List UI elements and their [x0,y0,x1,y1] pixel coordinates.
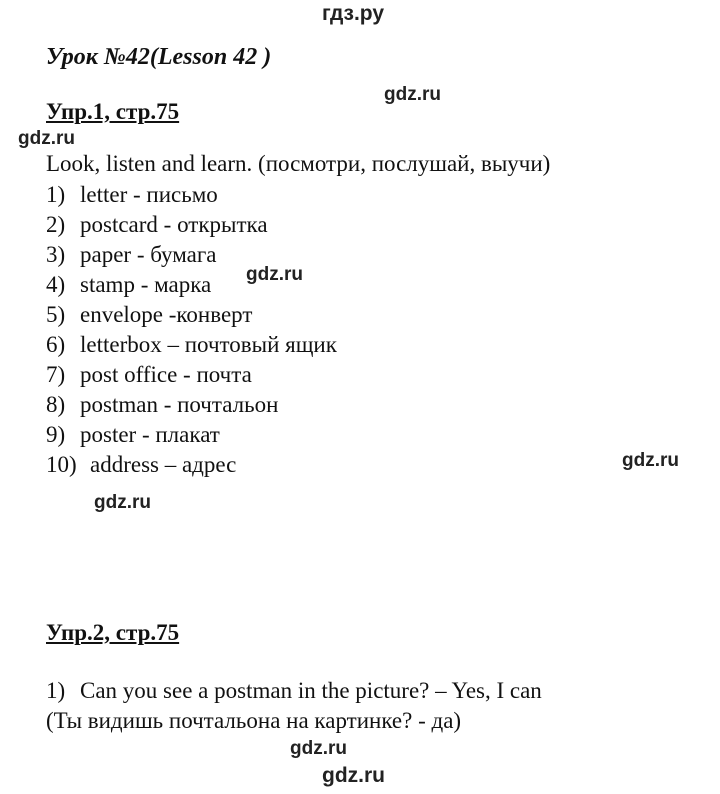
item-number: 6) [46,332,66,357]
item-number: 4) [46,272,66,297]
watermark-5: gdz.ru [94,492,151,513]
item-text: paper - бумага [80,242,217,267]
item-text: envelope -конверт [80,302,253,327]
item-number: 1) [46,182,66,207]
vocabulary-list [46,180,337,480]
watermark-1: gdz.ru [384,84,441,105]
list-item [46,420,337,450]
item-text: poster - плакат [80,422,220,447]
item-number: 9) [46,422,66,447]
question-list [46,676,542,736]
watermark-7: gdz.ru [322,764,385,787]
watermark-top: гдз.ру [322,2,385,25]
question-text: Can you see a postman in the picture? – Yes, I can [80,678,542,703]
item-number: 3) [46,242,66,267]
item-number: 7) [46,362,66,387]
watermark-2: gdz.ru [18,128,75,149]
item-text: postman - почтальон [80,392,279,417]
item-text: letterbox – почтовый ящик [80,332,337,357]
item-number: 5) [46,302,66,327]
translation-line: (Ты видишь почтальона на картинке? - да) [46,708,462,733]
item-number: 2) [46,212,66,237]
lesson-title: Урок №42(Lesson 42 ) [46,44,272,70]
item-number: 10) [46,452,77,477]
list-item [46,210,337,240]
list-item [46,300,337,330]
exercise-1-heading: Упр.1, стр.75 [46,99,180,124]
exercise-1-instruction: Look, listen and learn. (посмотри, послушай, выучи) [46,151,551,176]
item-number: 8) [46,392,66,417]
item-text: letter - письмо [80,182,218,207]
watermark-4: gdz.ru [622,450,679,471]
item-text: postcard - открытка [80,212,268,237]
item-text: post office - почта [80,362,252,387]
item-number: 1) [46,678,66,703]
list-item [46,450,337,480]
list-item [46,180,337,210]
item-text: stamp - марка [80,272,212,297]
question-line [46,676,542,706]
watermark-6: gdz.ru [290,738,347,759]
item-text: address – адрес [90,452,237,477]
list-item [46,676,542,736]
list-item [46,390,337,420]
list-item [46,360,337,390]
list-item [46,330,337,360]
exercise-2-heading: Упр.2, стр.75 [46,620,180,645]
watermark-3: gdz.ru [246,264,303,285]
